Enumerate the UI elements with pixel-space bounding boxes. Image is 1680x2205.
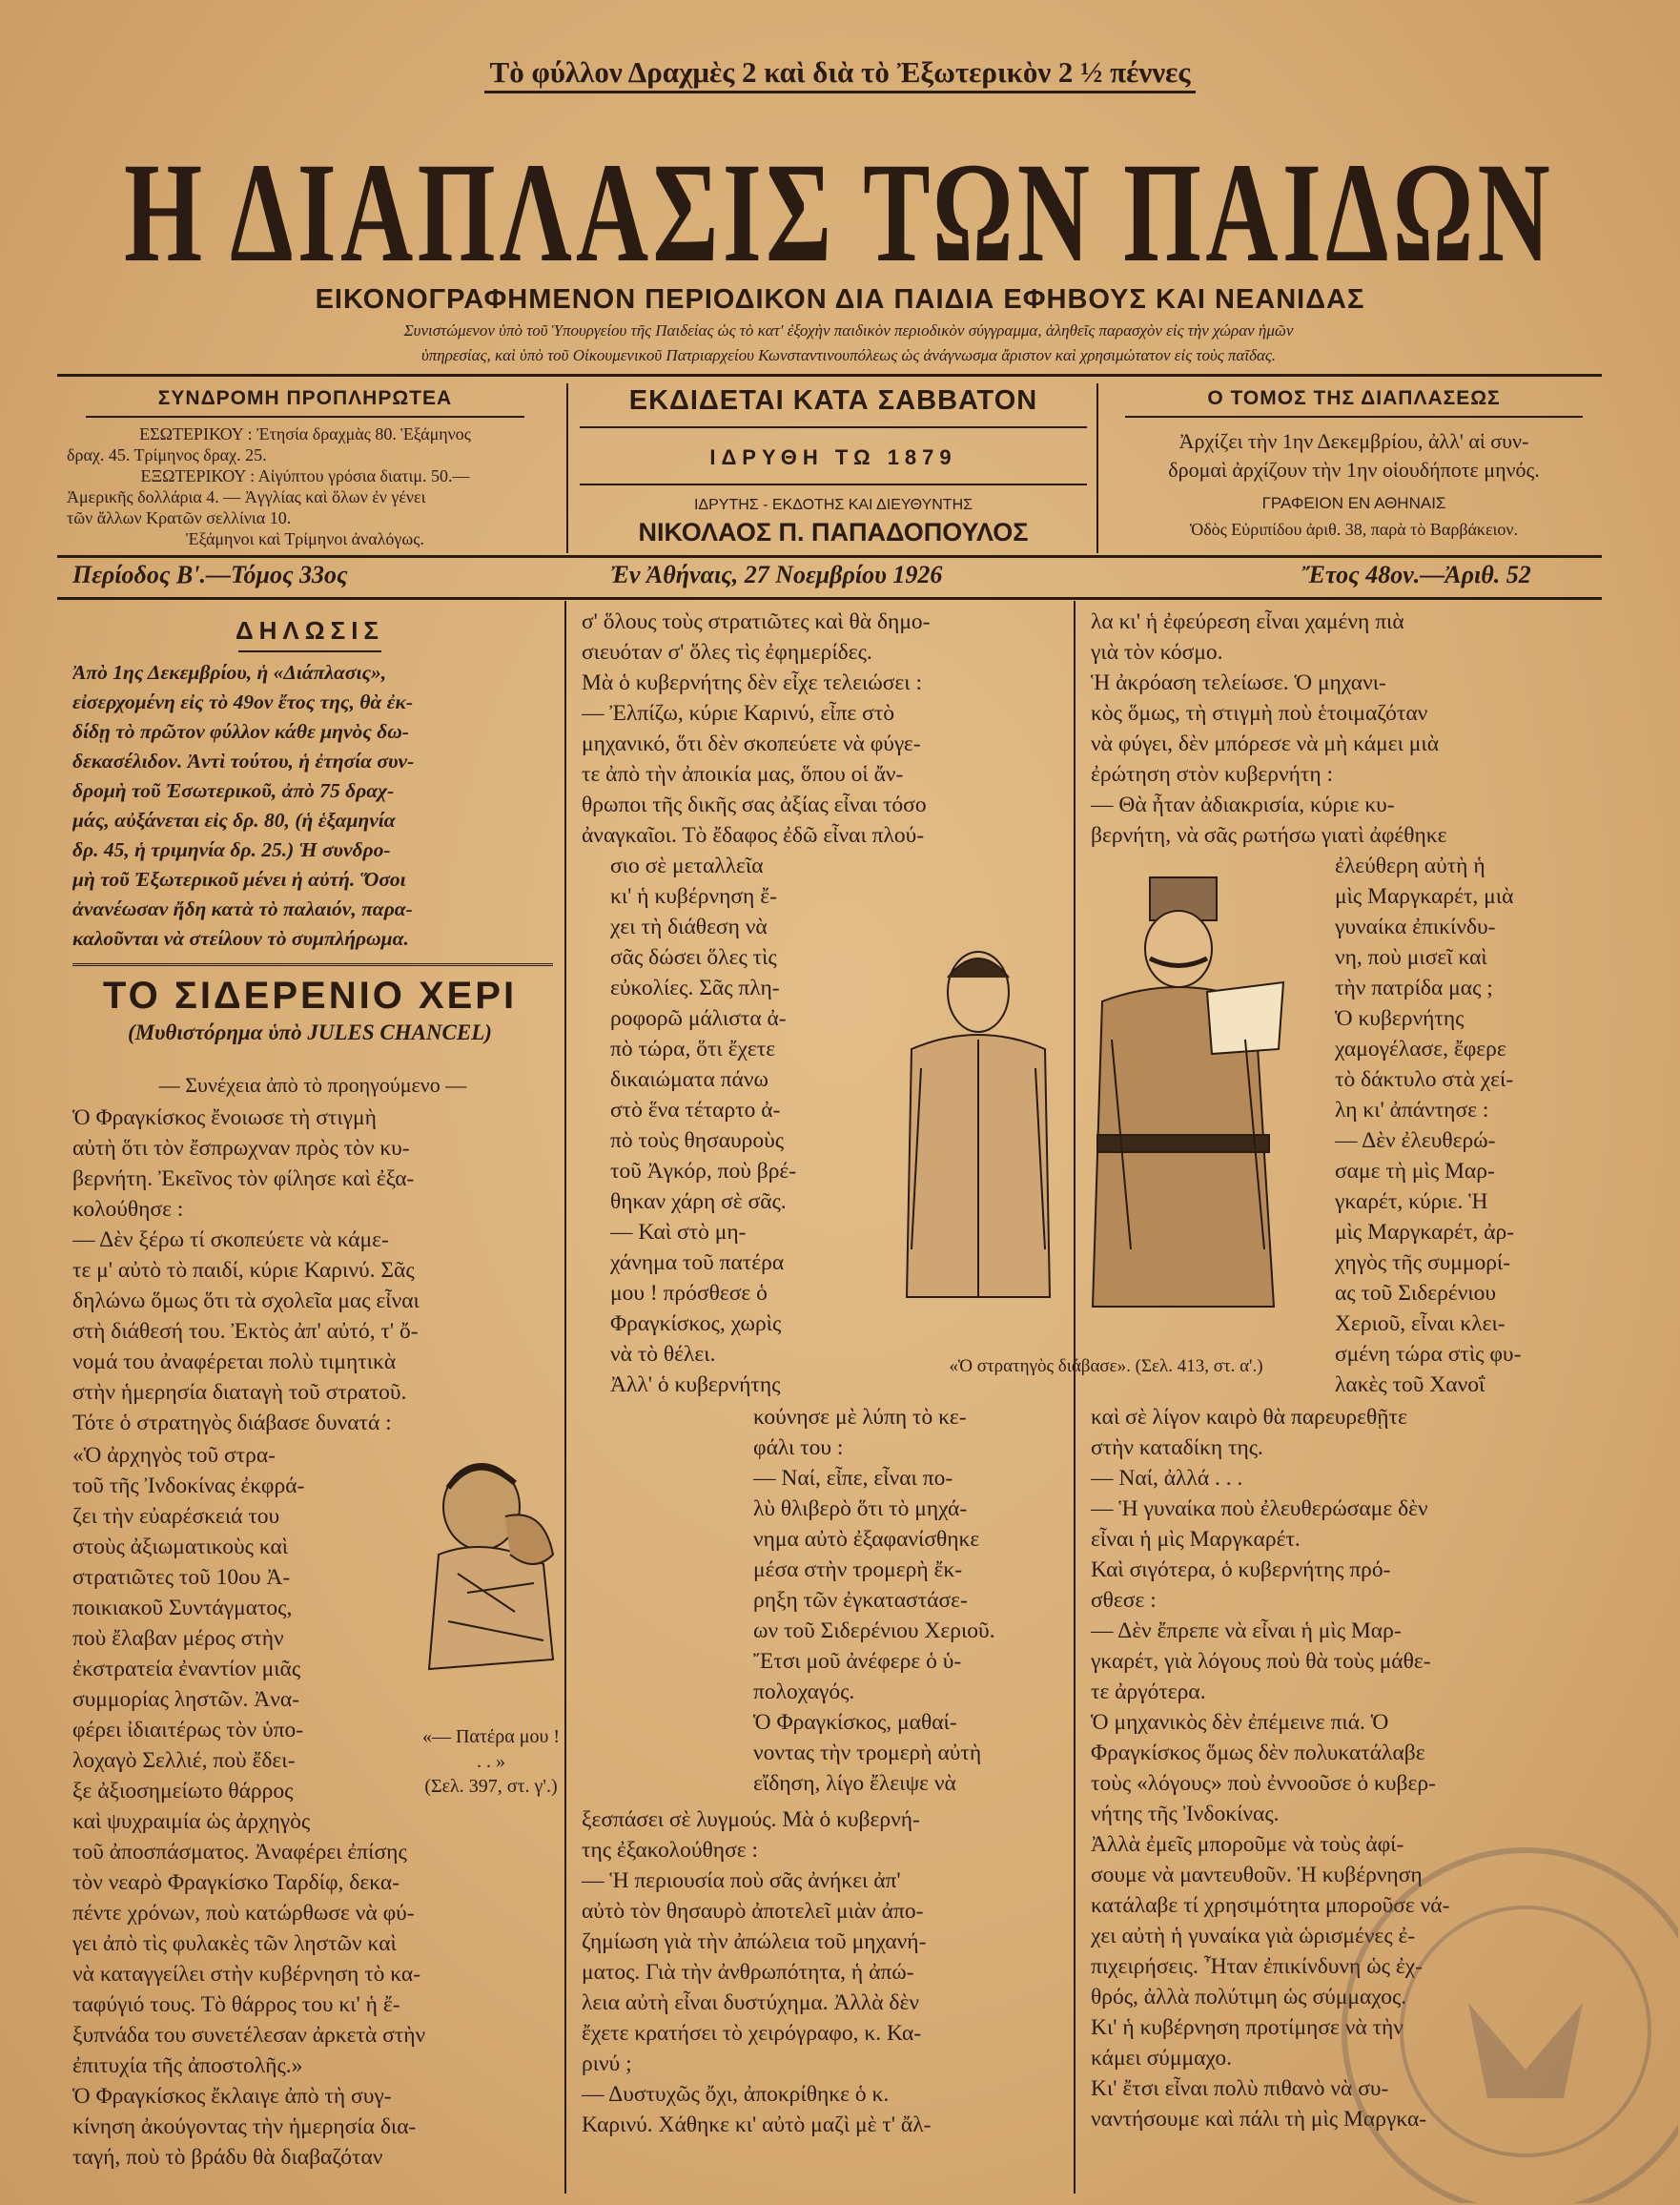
text-line: — Δὲν ἐλευθερώ- [1335,1128,1496,1153]
text-line: ματος. Γιὰ τὴν ἀνθρωπότητα, ἡ ἀπώ- [582,1960,914,1985]
text-line: σμένη τώρα στὶς φυ- [1335,1342,1522,1367]
story-column-2-narrow [610,851,839,1400]
text-line: φάλι του : [753,1435,844,1460]
text-line: αὐτὴ ὅτι τὸν ἔσπρωχναν πρὸς τὸν κυ- [72,1136,410,1161]
price-line: Τὸ φύλλον Δραχμὲς 2 καὶ διὰ τὸ Ἐξωτερικὸν 2 ½ πέννες [0,55,1680,90]
text-line: τὸ δάκτυλο στὰ χεί- [1335,1067,1514,1092]
issue-period: Περίοδος Β'.—Τόμος 33ος [72,561,348,588]
text-line: σθεσε : [1091,1588,1157,1613]
text-line: πολοχαγός. [753,1680,855,1704]
text-line: βερνήτη, νὰ σᾶς ρωτήσω γιατὶ ἀφέθηκε [1091,823,1447,848]
text-line: γκαρέτ, γιὰ λόγους ποὺ θὰ τοὺς μάθε- [1091,1649,1431,1674]
illustration-general [845,849,1293,1364]
story-column-3-top [1091,607,1588,851]
text-line: ναντήσουμε καὶ πάλι τὴ μὶς Μαργκα- [1091,2107,1427,2132]
office-address: Ὁδὸς Εὐριπίδου ἀριθ. 38, παρὰ τὸ Βαρβάκειον. [1189,520,1519,539]
text-line: Ἀπὸ 1ης Δεκεμβρίου, ἡ «Διάπλασις», [72,661,387,684]
text-line: ταγή, ποὺ τὸ βράδυ θὰ διαβαζόταν [72,2145,383,2170]
text-line: στὸ ἕνα τέταρτο ἀ- [610,1098,781,1123]
continued-note: — Συνέχεια ἀπὸ τὸ προηγούμενο — [158,1073,467,1097]
text-line: νὰ καταγγείλει στὴν κυβέρνηση τὸ κα- [72,1962,421,1987]
logo-text: Η ΔΙΑΠΛΑΣΙΣ ΤΩΝ ΠΑΙΔΩΝ [124,134,1554,284]
text-line: καὶ σὲ λίγον καιρὸ θὰ παρευρεθῇτε [1091,1405,1407,1430]
text-line: τε μ' αὐτὸ τὸ παιδί, κύριε Καρινύ. Σᾶς [72,1258,415,1283]
text-line: δικαιώματα πάνω [610,1067,768,1092]
text-line: στὴ διάθεσή του. Ἐκτὸς ἀπ' αὐτό, τ' ὄ- [72,1319,419,1344]
subscription-heading: ΣΥΝΔΡΟΜΗ ΠΡΟΠΛΗΡΩΤΕΑ [157,387,453,409]
text-line: μὴ τοῦ Ἐξωτερικοῦ μένει ἡ αὐτή. Ὅσοι [72,868,406,891]
text-line: Ἀλλὰ ἐμεῖς μποροῦμε νὰ τοὺς ἀφί- [1091,1832,1404,1857]
story-title: ΤΟ ΣΙΔΕΡΕΝΙΟ ΧΕΡΙ [102,975,518,1017]
text-line: χηγὸς τῆς συμμορί- [1335,1250,1511,1275]
text-line: ροφορῶ μάλιστα ἀ- [610,1006,787,1031]
heading-rule [238,650,381,652]
text-line: κολούθησε : [72,1197,184,1222]
issue-date: Ἐν Ἀθήναις, 27 Νοεμβρίου 1926 [610,561,943,588]
story-column-1-bottom [72,1837,553,2173]
text-line: συμμορίας ληστῶν. Ἀνα- [72,1687,299,1712]
text-line: κούνησε μὲ λύπη τὸ κε- [753,1405,967,1430]
founder-label: ΙΔΡΥΤΗΣ - ΕΚΔΟΤΗΣ ΚΑΙ ΔΙΕΥΘΥΝΤΗΣ [693,497,973,513]
subscription-text [67,423,543,549]
text-line: τοῦ ἀποσπάσματος. Ἀναφέρει ἐπίσης [72,1840,407,1865]
text-line: μάς, αὐξάνεται εἰς δρ. 80, (ἡ ἑξαμηνία [72,809,396,832]
text-line: ξεσπάσει σὲ λυγμούς. Μὰ ὁ κυβερνή- [582,1807,920,1832]
magazine-description [143,319,1554,368]
stamp-emblem [1468,2003,1583,2098]
text-line: κατάλαβε τί χρησιμότητα μποροῦσε νά- [1091,1893,1450,1918]
text-line: νομά του ἀναφέρεται πολὺ τιμητικὰ [72,1350,397,1374]
subscription-line: ΕΞΩΤΕΡΙΚΟΥ : Αἰγύπτου γρόσια διατιμ. 50.— [140,466,470,485]
text-line: ἐπιτυχία τῆς ἀποστολῆς.» [72,2053,303,2078]
header-rule [57,374,1602,377]
text-line: λὺ θλιβερὸ ὅτι τὸ μηχά- [753,1496,968,1521]
box-divider [566,383,568,553]
declaration-text [72,658,553,954]
story-byline: (Μυθιστόρημα ὑπὸ JULES CHANCEL) [128,1020,492,1044]
text-line: εἴδηση, λίγο ἔλειψε νὰ [753,1771,956,1796]
text-line: ἐλεύθερη αὐτὴ ἡ [1335,854,1485,878]
text-line: ων τοῦ Σιδερένιου Χεριοῦ. [753,1618,995,1643]
text-line: τὴν πατρίδα μας ; [1335,976,1493,1000]
text-line: κάμει σύμμαχο. [1091,2046,1232,2071]
box-divider [1096,383,1098,553]
text-line: μου ! πρόσθεσε ὁ [610,1281,768,1306]
text-line: χει αὐτὴ ἡ γυναίκα γιὰ ὡρισμένες ἐ- [1091,1924,1416,1948]
text-line: λεια αὐτὴ εἶναι δυστύχημα. Ἀλλὰ δὲν [582,1990,920,2015]
story-column-2-top [582,607,1064,851]
text-line: δεκασέλιδον. Ἀντὶ τούτου, ἡ ἐτησία συν- [72,750,415,773]
text-line: ζει τὴν εὐαρέσκειά του [72,1504,280,1529]
text-line: Κι' ἔτσι εἶναι πολὺ πιθανὸ νὰ συ- [1091,2076,1389,2101]
text-line: εἰσερχομένη εἰς τὸ 49ον ἔτος της, θὰ ἐκ- [72,690,414,713]
text-line: νήτης τῆς Ἰνδοκίνας. [1091,1802,1280,1826]
illustration-embrace [420,1450,563,1707]
text-line: ἔχετε κρατήσει τὸ χειρόγραφο, κ. Κα- [582,2021,922,2046]
text-line: χάνημα τοῦ πατέρα [610,1250,785,1275]
text-line: Καρινύ. Χάθηκε κι' αὐτὸ μαζὶ μὲ τ' ἄλ- [582,2112,932,2137]
text-line: πιχειρήσεις. Ἦταν ἐπικίνδυνη ὡς ἐχ- [1091,1954,1423,1979]
text-line: — Ἐλπίζω, κύριε Καρινύ, εἶπε στὸ [582,701,895,726]
text-line: τοῦ τῆς Ἰνδοκίνας ἐκφρά- [72,1473,305,1498]
text-line: θρωποι τῆς δικῆς σας ἀξίας εἶναι τόσο [582,793,927,817]
info-rule-top [57,555,1602,558]
text-line: Χεριοῦ, εἶναι κλει- [1335,1311,1506,1336]
text-line: γκαρέτ, κύριε. Ἡ [1335,1189,1488,1214]
column-divider [1074,601,1076,2194]
text-line: ξε ἀξιοσημείωτο θάρρος [72,1779,294,1803]
text-line: ρηξη τῶν ἐγκαταστάσε- [753,1588,968,1613]
box-rule [1125,416,1583,418]
text-line: νὰ φύγει, δὲν μπόρεσε νὰ μὴ κάμει μιὰ [1091,732,1440,756]
declaration-heading: ΔΗΛΩΣΙΣ [235,616,385,645]
text-line: στὴν ἡμερησία διαταγὴ τοῦ στρατοῦ. [72,1380,407,1405]
text-line: — Ναί, εἶπε, εἶναι πο- [753,1466,953,1491]
text-line: δίδῃ τὸ πρῶτον φύλλον κάθε μηνὸς δω- [72,720,409,743]
text-line: αὐτὸ τὸν θησαυρὸ ἀποτελεῖ μιὰν ἀπο- [582,1899,924,1924]
text-line: φέρει ἰδιαιτέρως τὸν ὑπο- [72,1718,304,1742]
text-line: χει τὴ διάθεση νὰ [610,915,768,939]
text-line: ἀναγκαῖοι. Τὸ ἔδαφος ἐδῶ εἶναι πλού- [582,823,925,848]
text-line: σιευόταν σ' ὅλες τὶς ἐφημερίδες. [582,640,872,665]
subscription-line: τῶν ἄλλων Κρατῶν σελλίνια 10. [67,508,292,527]
text-line: πέντε χρόνων, ποὺ κατώρθωσε νὰ φύ- [72,1901,415,1926]
text-line: — Ἡ γυναίκα ποὺ ἐλευθερώσαμε δὲν [1091,1496,1428,1521]
caption-general: «Ὁ στρατηγὸς διάβασε». (Σελ. 413, στ. α'.) [949,1356,1263,1376]
masthead-logo [114,122,1564,284]
text-line: νη, ποὺ μισεῖ καὶ [1335,945,1487,970]
volume-text [1106,427,1602,484]
box-rule [580,426,1087,428]
text-line: γυναίκα ἐπικίνδυ- [1335,915,1496,939]
text-line: της ἐξακολούθησε : [582,1838,759,1863]
text-line: μὶς Μαργκαρέτ, μιὰ [1335,884,1514,909]
text-line: πὸ τοὺς θησαυροὺς [610,1128,785,1153]
office-heading: ΓΡΑΦΕΙΟΝ ΕΝ ΑΘΗΝΑΙΣ [1261,494,1446,512]
column-divider [564,601,566,2194]
text-line: Ὁ κυβερνήτης [1335,1006,1465,1031]
text-line: ποικιακοῦ Συντάγματος, [72,1596,293,1620]
text-line: στὴν καταδίκη της. [1091,1435,1263,1460]
text-line: σ' ὅλους τοὺς στρατιῶτες καὶ θὰ δημο- [582,609,931,634]
founded-year: ΙΔΡΥΘΗ ΤΩ 1879 [709,445,957,469]
magazine-subtitle: ΕΙΚΟΝΟΓΡΑΦΗΜΕΝΟΝ ΠΕΡΙΟΔΙΚΟΝ ΔΙΑ ΠΑΙΔΙΑ ΕΦΗΒΟΥΣ ΚΑΙ ΝΕΑΝΙΔΑΣ [315,284,1365,315]
text-line: σαμε τὴ μὶς Μαρ- [1335,1159,1495,1184]
text-line: νοντας τὴν τρομερὴ αὐτὴ [753,1741,982,1765]
text-line: κὸς ὅμως, τὴ στιγμὴ ποὺ ἑτοιμαζόταν [1091,701,1428,726]
text-line: τὸν νεαρὸ Φραγκίσκο Ταρδίφ, δεκα- [72,1870,400,1895]
story-column-2-mid [753,1402,1064,1799]
box-rule [86,416,524,418]
info-rule-bottom [57,597,1602,600]
text-line: θηκαν χάρη σὲ σᾶς. [610,1189,787,1214]
founder-name: ΝΙΚΟΛΑΟΣ Π. ΠΑΠΑΔΟΠΟΥΛΟΣ [638,518,1029,546]
subscription-line: Ἑξάμηνοι καὶ Τρίμηνοι ἀναλόγως. [186,529,424,548]
volume-heading: Ο ΤΟΜΟΣ ΤΗΣ ΔΙΑΠΛΑΣΕΩΣ [1207,387,1501,409]
child-hair [505,1515,553,1564]
text-line: στοὺς ἀξιωματικοὺς καὶ [72,1535,289,1559]
text-line: Ὁ Φραγκίσκος, μαθαί- [753,1710,957,1735]
text-line: ας τοῦ Σιδερένιου [1335,1281,1497,1306]
text-line: Τότε ὁ στρατηγὸς διάβασε δυνατά : [72,1411,392,1435]
text-line: Ὁ μηχανικὸς δὲν ἐπέμεινε πιά. Ὁ [1091,1710,1389,1735]
text-line: σᾶς δώσει ὅλες τὶς [610,945,777,970]
text-line: — Ναί, ἀλλά . . . [1091,1466,1243,1491]
text-line: σουμε νὰ μαντευθοῦν. Ἡ κυβέρνηση [1091,1863,1423,1887]
story-column-1-top [72,1102,553,1438]
text-line: σιο σὲ μεταλλεῖα [610,854,764,878]
text-line: πὸ τώρα, ὅτι ἔχετε [610,1037,776,1061]
text-line: νὰ τὸ θέλει. [610,1342,716,1367]
text-line: μὶς Μαργκαρέτ, ἀρ- [1335,1220,1515,1245]
text-line: ζημίωση γιὰ τὴν ἀπώλεια τοῦ μηχανή- [582,1929,927,1954]
text-line: δηλώνω ὅμως ὅτι τὰ σχολεῖα μας εἶναι [72,1288,420,1313]
text-line: ἐκστρατεία ἐναντίον μιᾶς [72,1657,301,1681]
issue-year-number: Ἔτος 48ον.—Ἀριθ. 52 [1301,561,1531,588]
text-line: ποὺ ἔλαβαν μέρος στὴν [72,1626,284,1651]
text-line: ρινύ ; [582,2051,632,2076]
text-line: — Δὲν ἔπρεπε νὰ εἶναι ἡ μὶς Μαρ- [1091,1618,1402,1643]
story-column-2-bottom [582,1804,1064,2140]
text-line: Κι' ἡ κυβέρνηση προτίμησε νὰ τὴν [1091,2015,1403,2040]
subscription-box [67,387,543,549]
text-line: μηχανικό, ὅτι δὲν σκοπεύετε νὰ φύγε- [582,732,921,756]
text-line: — Δυστυχῶς ὄχι, ἀποκρίθηκε ὁ κ. [582,2082,890,2107]
text-line: βερνήτη. Ἐκεῖνος τὸν φίλησε καὶ ἐξα- [72,1166,415,1191]
text-line: θρός, ἀλλὰ πολύτιμη ὡς σύμμαχος. [1091,1985,1407,2009]
text-line: εἶναι ἡ μὶς Μαργκαρέτ. [1091,1527,1301,1552]
text-line: μέσα στὴν τρομερὴ ἔκ- [753,1557,963,1582]
text-line: χαμογέλασε, ἔφερε [1335,1037,1506,1061]
text-line: — Θὰ ἦταν ἀδιακρισία, κύριε κυ- [1091,793,1395,817]
text-line: καλοῦνται νὰ στείλουν τὸ συμπλήρωμα. [72,927,409,950]
volume-box [1106,387,1602,540]
text-line: εὐκολίες. Σᾶς πλη- [610,976,780,1000]
text-line: δρομὴ τοῦ Ἐσωτερικοῦ, ἀπὸ 75 δραχ- [72,779,395,802]
text-line: Καὶ σιγότερα, ὁ κυβερνήτης πρό- [1091,1557,1391,1582]
text-line: λοχαγὸ Σελλιέ, ποὺ ἔδει- [72,1748,296,1773]
text-line: λη κι' ἀπάντησε : [1335,1098,1489,1123]
text-line: ἀνανέωσαν ἤδη κατὰ τὸ παλαιόν, παρα- [72,897,413,920]
subscription-line: Ἀμερικῆς δολλάρια 4. — Ἀγγλίας καὶ ὅλων ἐν γένει [67,487,426,506]
text-line: λα κι' ἡ ἐφεύρεση εἶναι χαμένη πιὰ [1091,609,1404,634]
text-line: καὶ ψυχραιμία ὡς ἀρχηγὸς [72,1809,311,1834]
text-line: Φραγκίσκος, χωρὶς [610,1311,782,1336]
text-line: λακὲς τοῦ Χανοΐ [1335,1372,1485,1397]
text-line: δρ. 45, ἡ τριμηνία δρ. 25.) Ἡ συνδρο- [72,838,391,861]
text-line: Ἀλλ' ὁ κυβερνήτης [610,1372,781,1397]
text-line: — Δὲν ξέρω τί σκοπεύετε νὰ κάμε- [72,1227,389,1252]
caption-line: «— Πατέρα μου ! . . » [421,1726,561,1772]
text-line: ἐρώτηση στὸν κυβερνήτη : [1091,762,1334,787]
text-line: Μὰ ὁ κυβερνήτης δὲν εἶχε τελειώσει : [582,670,922,695]
boy-hair [948,958,1009,978]
volume-line: Ἀρχίζει τὴν 1ην Δεκεμβρίου, ἀλλ' αἱ συν- [1178,429,1529,453]
text-line: ξυπνάδα του συνετέλεσαν ἀρκετὰ στὴν [72,2023,426,2048]
text-line: Ἔτσι μοῦ ἀνέφερε ὁ ὑ- [753,1649,962,1674]
caption-line: (Σελ. 397, στ. γ'.) [424,1776,558,1797]
text-line: στρατιῶτες τοῦ 10ου Ἀ- [72,1565,291,1590]
text-line: κίνηση ἀκούγοντας τὴν ἡμερησία δια- [72,2114,417,2139]
text-line: τε ἀργότερα. [1091,1680,1206,1704]
stamp-outer-ring [1344,1850,1678,2203]
caption-embrace [420,1724,563,1799]
figure-body [429,1547,553,1669]
text-line: Ἡ ἀκρόαση τελείωσε. Ὁ μηχανι- [1091,670,1386,695]
text-line: γιὰ τὸν κόσμο. [1091,640,1223,665]
text-line: Ὁ Φραγκίσκος ἔνοιωσε τὴ στιγμὴ [72,1105,377,1130]
archive-stamp [1278,1783,1678,2203]
text-line: νημα αὐτὸ ἐξαφανίσθηκε [753,1527,980,1552]
text-line: τοὺς «λόγους» ποὺ ἐννοοῦσε ὁ κυβερ- [1091,1771,1436,1796]
subscription-line: ΕΣΩΤΕΡΙΚΟΥ : Ἐτησία δραχμὰς 80. Ἑξάμηνος [139,424,471,443]
publication-box [572,385,1095,547]
text-line: τοῦ Ἀγκόρ, ποὺ βρέ- [610,1159,797,1184]
story-column-1-narrow [72,1440,401,1837]
text-line: Ὁ Φραγκίσκος ἔκλαιγε ἀπὸ τὴ συγ- [72,2084,392,2109]
stamp-inner-ring [1402,1907,1649,2155]
subscription-line: δραχ. 45. Τρίμηνος δραχ. 25. [67,445,267,464]
story-column-3-narrow [1335,851,1588,1400]
description-line: Συνιστώμενον ὑπὸ τοῦ Ὑπουργείου τῆς Παιδείας ὡς τὸ κατ' ἐξοχὴν παιδικὸν περιοδικὸν σύγγραμμα, ἀληθεῖς παρασχὸν εἰς τὴν χώραν ἡμῶν [403,321,1294,340]
text-line: — Ἡ περιουσία ποὺ σᾶς ἀνήκει ἀπ' [582,1868,901,1893]
box-rule [580,484,1087,485]
general-belt [1097,1135,1269,1152]
text-line: γει ἀπὸ τὶς φυλακὲς τῶν ληστῶν καὶ [72,1931,397,1956]
text-line: Φραγκίσκος ὅμως δὲν πολυκατάλαβε [1091,1741,1425,1765]
published-weekly: ΕΚΔΙΔΕΤΑΙ ΚΑΤΑ ΣΑΒΒΑΤΟΝ [628,385,1038,416]
text-line: «Ὁ ἀρχηγὸς τοῦ στρα- [72,1443,276,1468]
text-line: τε ἀπὸ τὴν ἀποικία μας, ὅπου οἱ ἄν- [582,762,904,787]
text-line: — Καὶ στὸ μη- [610,1220,747,1245]
text-line: κι' ἡ κυβέρνηση ἔ- [610,884,777,909]
volume-line: δρομαὶ ἀρχίζουν τὴν 1ην οἱουδήποτε μηνός. [1168,458,1540,482]
general-head [1145,911,1212,987]
text-line: ταφύγιό τους. Τὸ θάρρος του κι' ἡ ἔ- [72,1992,400,2017]
description-line: ὑπηρεσίας, καὶ ὑπὸ τοῦ Οἰκουμενικοῦ Πατριαρχείου Κωνσταντινουπόλεως ὡς ἀνάγνωσμα ἄριστον καὶ χρησιμώτατον εἰς τοὺς παῖδας. [420,346,1277,364]
